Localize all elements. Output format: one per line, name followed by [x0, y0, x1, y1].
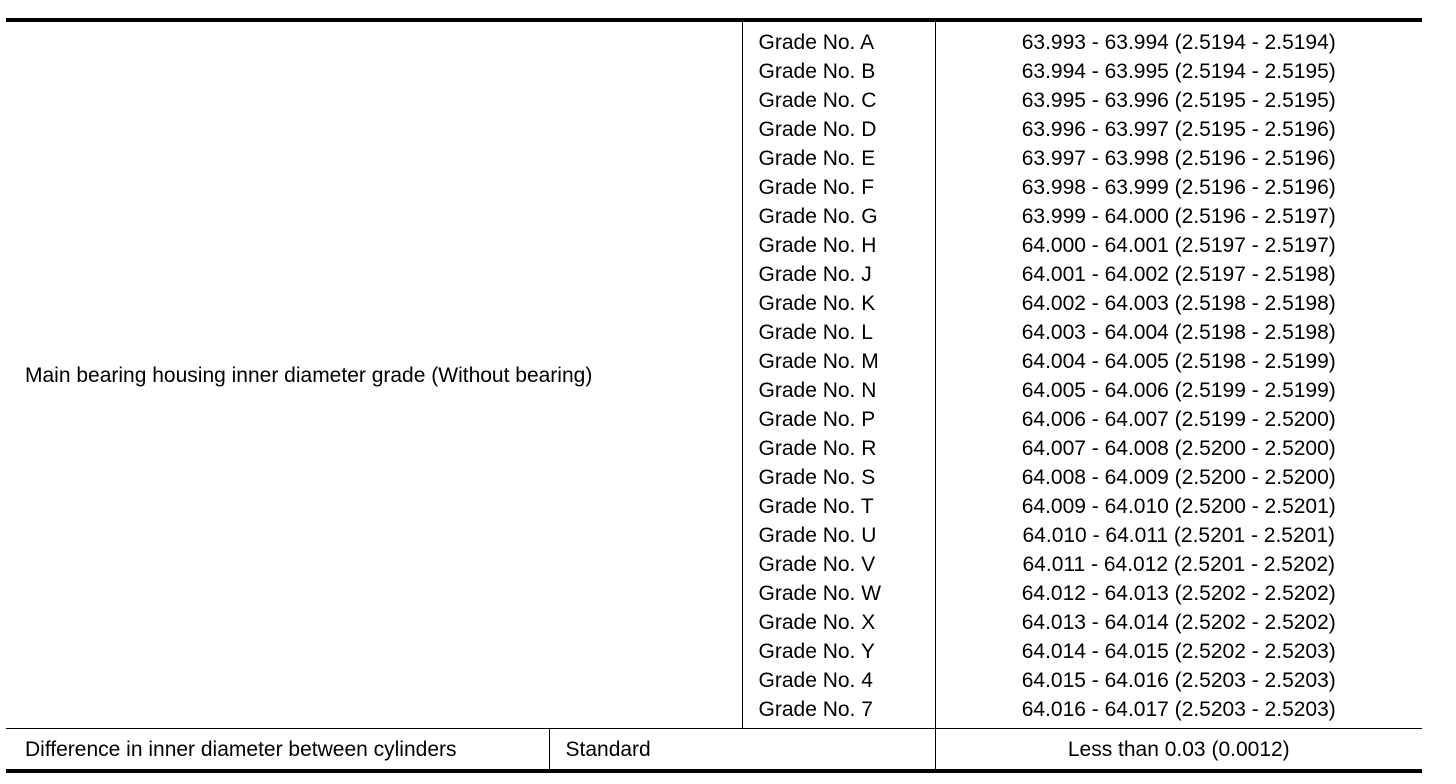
- grade-label: Grade No. J: [758, 263, 872, 286]
- grade-value: 64.006 - 64.007 (2.5199 - 2.5200): [1021, 408, 1336, 431]
- grade-value: 64.004 - 64.005 (2.5198 - 2.5199): [1021, 350, 1336, 373]
- cylinder-difference-condition: Standard: [549, 729, 935, 772]
- grade-value: 63.997 - 63.998 (2.5196 - 2.5196): [1021, 147, 1336, 170]
- grade-list: [742, 20, 935, 729]
- grade-label: Grade No. H: [758, 234, 877, 257]
- grade-value: 63.994 - 63.995 (2.5194 - 2.5195): [1021, 60, 1336, 83]
- grade-label: Grade No. V: [758, 553, 876, 576]
- grade-value: 64.008 - 64.009 (2.5200 - 2.5200): [1021, 466, 1336, 489]
- grade-label: Grade No. Y: [758, 640, 875, 663]
- grade-value: 63.999 - 64.000 (2.5196 - 2.5197): [1021, 205, 1336, 228]
- cylinder-difference-parameter: Difference in inner diameter between cylinders: [6, 729, 549, 772]
- grade-label: Grade No. S: [758, 466, 876, 489]
- grade-label: Grade No. G: [758, 205, 878, 228]
- grade-value: 64.013 - 64.014 (2.5202 - 2.5202): [1021, 611, 1336, 634]
- grade-label: Grade No. 4: [758, 669, 873, 692]
- grade-value: 63.993 - 63.994 (2.5194 - 2.5194): [1021, 31, 1336, 54]
- grade-value: 64.003 - 64.004 (2.5198 - 2.5198): [1021, 321, 1336, 344]
- grade-value: 64.000 - 64.001 (2.5197 - 2.5197): [1021, 234, 1336, 257]
- grade-value: 64.011 - 64.012 (2.5201 - 2.5202): [1022, 553, 1336, 576]
- grade-label: Grade No. M: [758, 350, 879, 373]
- cylinder-difference-value: Less than 0.03 (0.0012): [1067, 737, 1290, 761]
- grade-value: 63.998 - 63.999 (2.5196 - 2.5196): [1021, 176, 1336, 199]
- grade-label: Grade No. X: [758, 611, 876, 634]
- grade-label: Grade No. R: [758, 437, 877, 460]
- grade-value: 63.995 - 63.996 (2.5195 - 2.5195): [1021, 89, 1336, 112]
- grade-label: Grade No. W: [758, 582, 882, 605]
- grade-value: 64.015 - 64.016 (2.5203 - 2.5203): [1021, 669, 1336, 692]
- grade-value: 64.010 - 64.011 (2.5201 - 2.5201): [1022, 524, 1336, 547]
- grade-label: Grade No. T: [758, 495, 874, 518]
- grade-value: 64.005 - 64.006 (2.5199 - 2.5199): [1021, 379, 1336, 402]
- grade-label: Grade No. L: [758, 321, 873, 344]
- grade-label: Grade No. E: [758, 147, 876, 170]
- grade-label: Grade No. P: [758, 408, 876, 431]
- grade-value: 64.012 - 64.013 (2.5202 - 2.5202): [1021, 582, 1336, 605]
- main-bearing-row: [6, 20, 1422, 729]
- grade-label: Grade No. F: [758, 176, 875, 199]
- grade-value: 64.007 - 64.008 (2.5200 - 2.5200): [1021, 437, 1336, 460]
- grade-label: Grade No. B: [758, 60, 876, 83]
- grade-label: Grade No. A: [758, 31, 875, 54]
- grade-value: 64.014 - 64.015 (2.5202 - 2.5203): [1021, 640, 1336, 663]
- main-bearing-parameter: Main bearing housing inner diameter grade (Without bearing): [6, 20, 742, 729]
- grade-value: 64.009 - 64.010 (2.5200 - 2.5201): [1021, 495, 1336, 518]
- cylinder-difference-row: [6, 729, 1422, 772]
- grade-value: 64.001 - 64.002 (2.5197 - 2.5198): [1021, 263, 1336, 286]
- grade-value: 64.002 - 64.003 (2.5198 - 2.5198): [1021, 292, 1336, 315]
- grade-value-list: [935, 20, 1422, 729]
- grade-label: Grade No. N: [758, 379, 877, 402]
- grade-label: Grade No. C: [758, 89, 877, 112]
- grade-value: 64.016 - 64.017 (2.5203 - 2.5203): [1021, 698, 1336, 721]
- grade-label: Grade No. 7: [758, 698, 873, 721]
- grade-value: 63.996 - 63.997 (2.5195 - 2.5196): [1021, 118, 1336, 141]
- bearing-spec-table: [6, 18, 1422, 773]
- grade-label: Grade No. U: [758, 524, 877, 547]
- grade-label: Grade No. K: [758, 292, 876, 315]
- grade-label: Grade No. D: [758, 118, 877, 141]
